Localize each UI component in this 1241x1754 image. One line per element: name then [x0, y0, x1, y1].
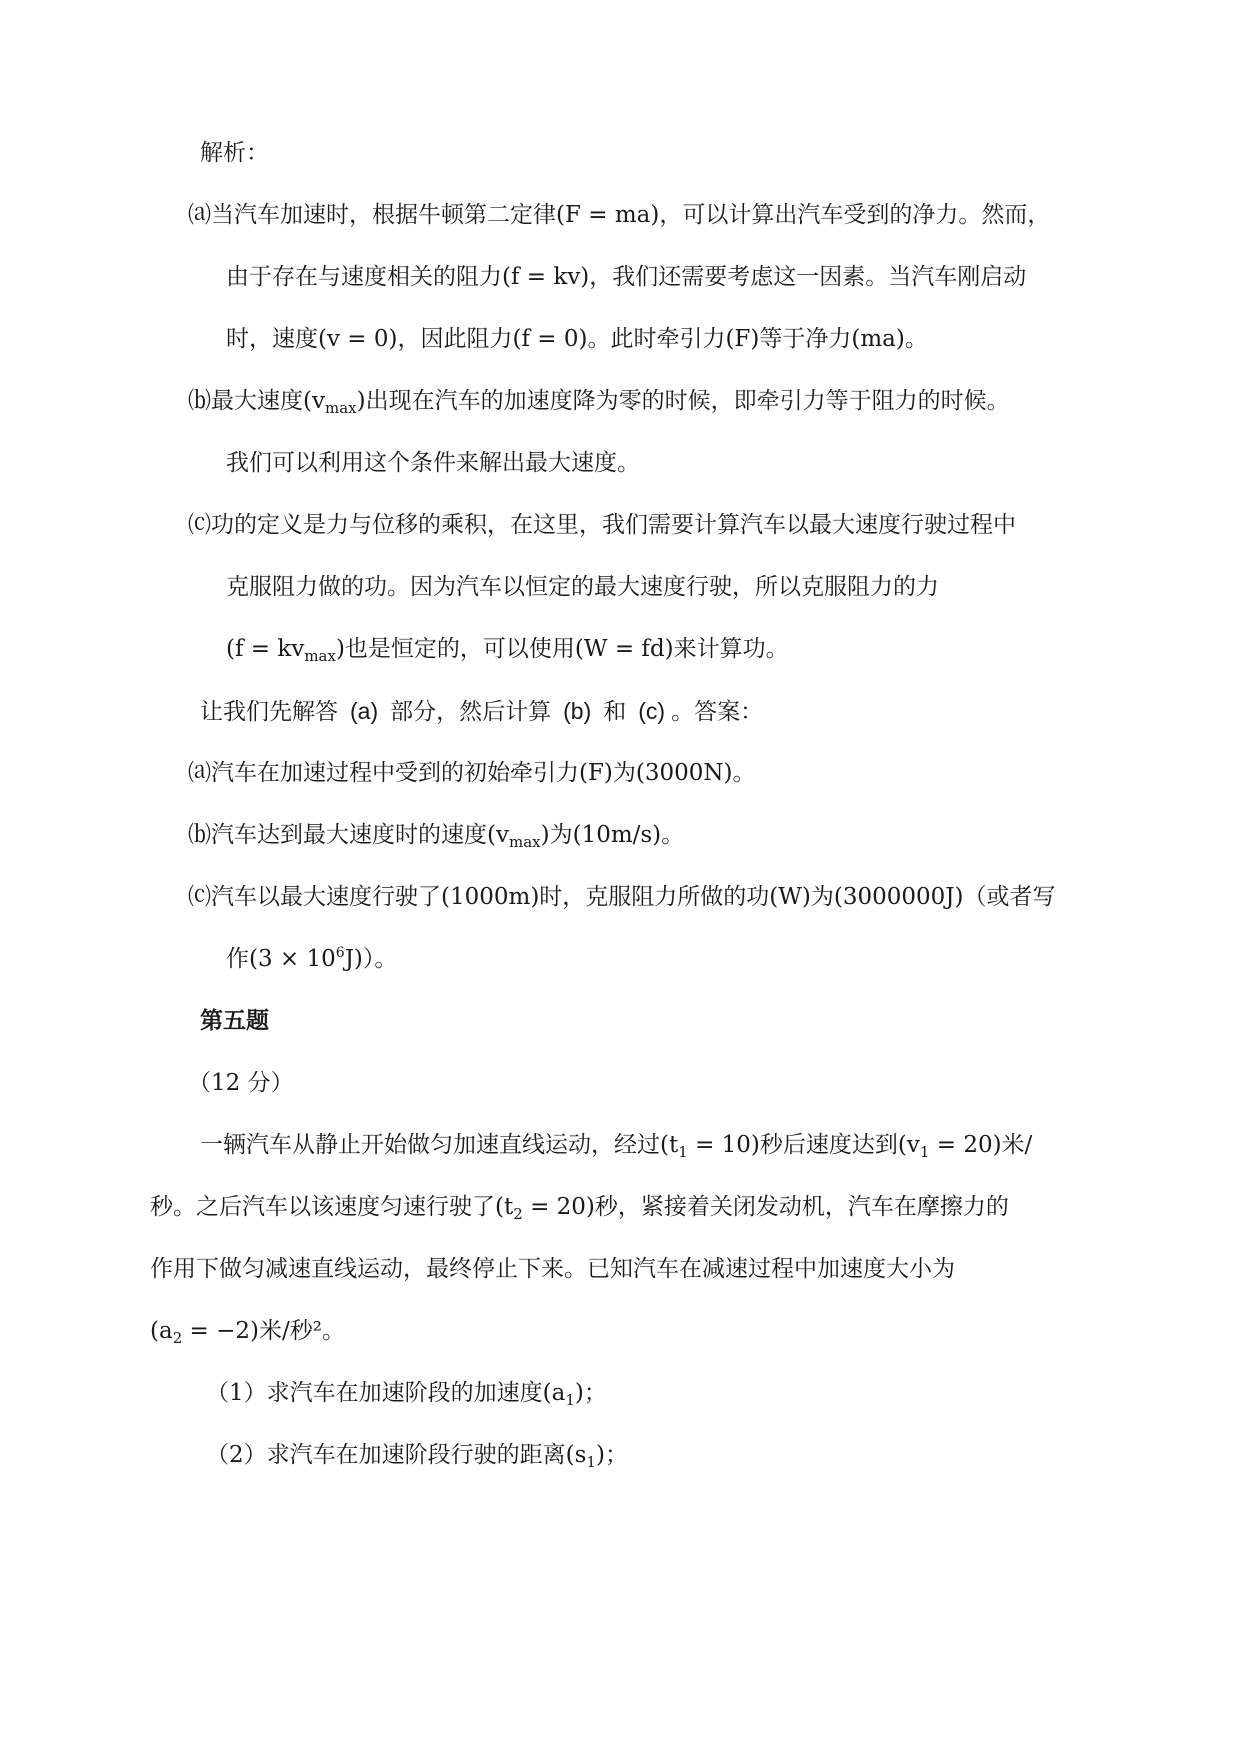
problem-5-question-1: （1）求汽车在加速阶段的加速度$(a_1)$；: [206, 1380, 607, 1409]
analysis-a-line-1: ⒜当汽车加速时，根据牛顿第二定律(F = ma)，可以计算出汽车受到的净力。然而，: [188, 202, 1051, 228]
analysis-a-line-2: 由于存在与速度相关的阻力(f = kv)，我们还需要考虑这一因素。当汽车刚启动: [226, 264, 1027, 290]
analysis-b-line-2: 我们可以利用这个条件来解出最大速度。: [226, 450, 640, 476]
problem-5-text-line-1: 一辆汽车从静止开始做匀加速直线运动，经过$(t_1 = 10)$秒后速度达到$(v_1 = 20)$米/: [200, 1132, 1033, 1161]
problem-5-text-line-2: 秒。之后汽车以该速度匀速行驶了$(t_2 = 20)$秒，紧接着关闭发动机，汽车在摩擦力的: [150, 1194, 1009, 1223]
answer-c-line-1: ⒞汽车以最大速度行驶了(1000m)时，克服阻力所做的功(W)为(3000000J)（或者写: [188, 884, 1056, 910]
answers-intro: 让我们先解答 (a) 部分，然后计算 (b) 和 (c) 。答案：: [200, 698, 764, 725]
problem-5-text-line-3: 作用下做匀减速直线运动，最终停止下来。已知汽车在减速过程中加速度大小为: [150, 1256, 955, 1282]
answer-a: ⒜汽车在加速过程中受到的初始牵引力(F)为(3000N)。: [188, 760, 756, 786]
analysis-c-line-2: 克服阻力做的功。因为汽车以恒定的最大速度行驶，所以克服阻力的力: [226, 574, 939, 600]
problem-5-score: （12 分）: [188, 1070, 294, 1096]
problem-5-title: 第五题: [200, 1007, 269, 1034]
analysis-c-line-1: ⒞功的定义是力与位移的乘积，在这里，我们需要计算汽车以最大速度行驶过程中: [188, 512, 1016, 538]
problem-5-text-line-4: $(a_2 = -2)$米/秒²。: [150, 1318, 345, 1347]
analysis-b-line-1: ⒝最大速度$(v_{max})$出现在汽车的加速度降为零的时候，即牵引力等于阻力的时候。: [188, 388, 1010, 417]
answer-c-line-2: 作$(3 \times 10^6J)$）。: [226, 945, 398, 972]
analysis-a-line-3: 时，速度(v = 0)，因此阻力(f = 0)。此时牵引力(F)等于净力(ma)。: [226, 326, 928, 352]
analysis-heading: 解析：: [200, 140, 269, 166]
answer-b: ⒝汽车达到最大速度时的速度$(v_{max})$为(10m/s)。: [188, 822, 685, 851]
problem-5-question-2: （2）求汽车在加速阶段行驶的距离$(s_1)$；: [206, 1442, 628, 1471]
analysis-c-line-3: $(f = kv_{max})$也是恒定的，可以使用(W = fd)来计算功。: [226, 636, 789, 665]
